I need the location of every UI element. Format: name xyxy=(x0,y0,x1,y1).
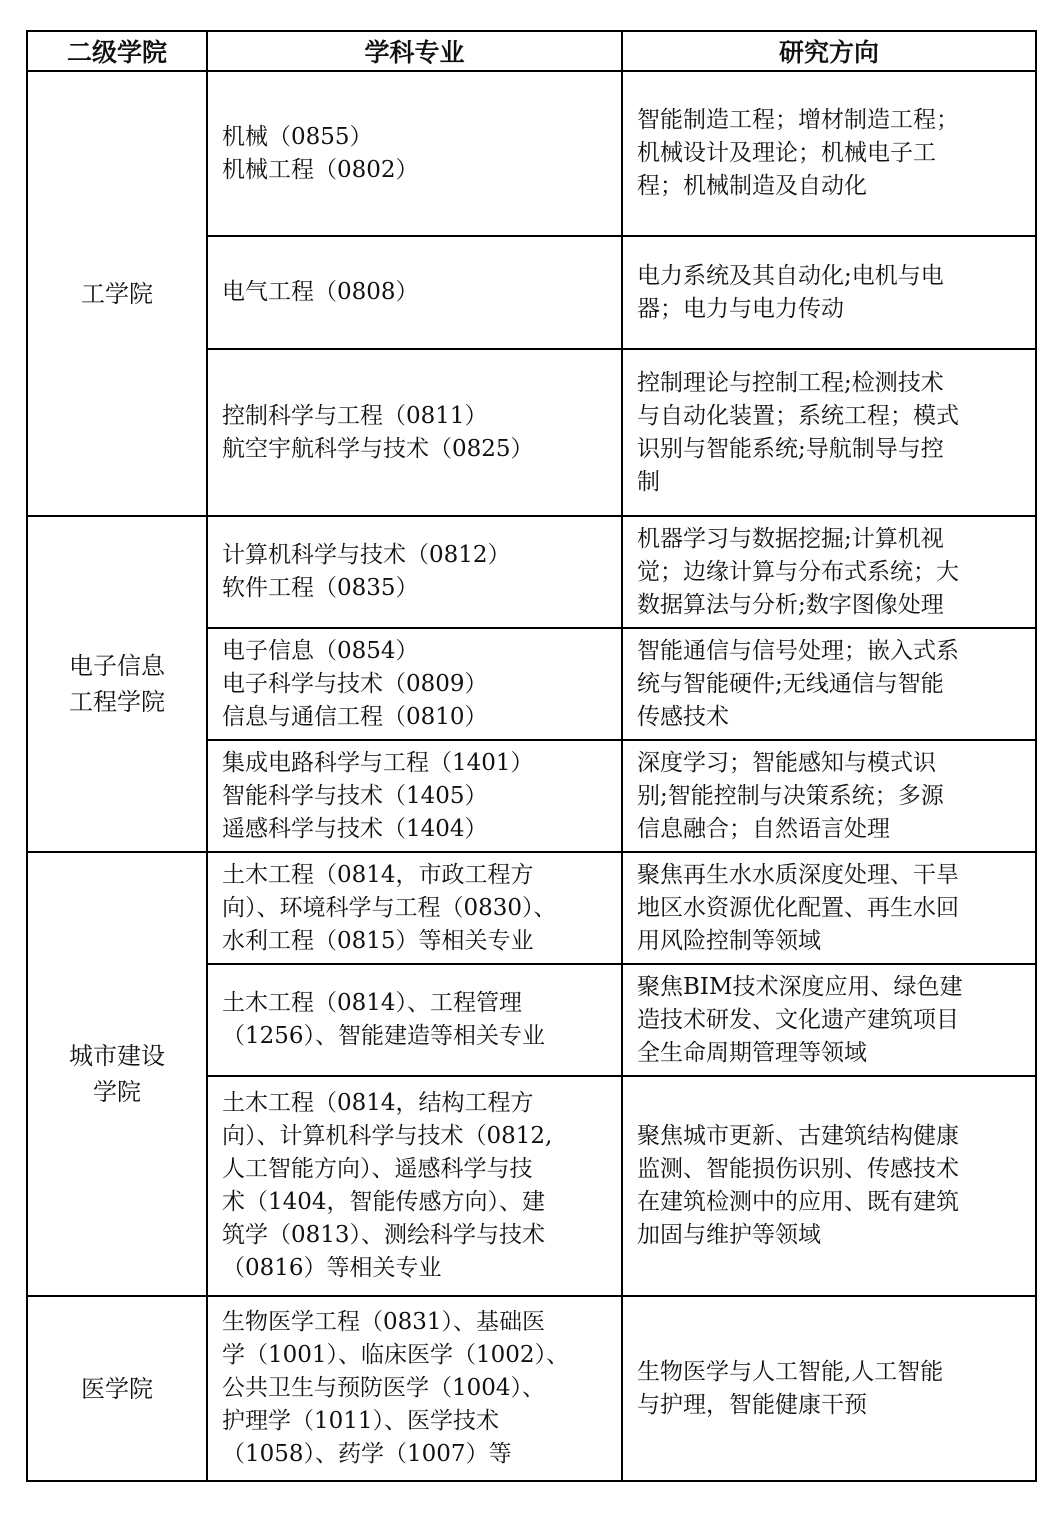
major-cell xyxy=(207,1076,622,1296)
table-row xyxy=(27,1296,1036,1481)
direction-line: 用风险控制等领域 xyxy=(637,927,821,954)
major-line: 土木工程（0814，市政工程方 xyxy=(222,861,534,888)
direction-line: 聚焦BIM技术深度应用、绿色建 xyxy=(637,973,963,1000)
major-line: 筑学（0813）、测绘科学与技术 xyxy=(222,1222,546,1248)
college-name: 工学院 xyxy=(81,279,153,308)
direction-line: 造技术研发、文化遗产建筑项目 xyxy=(637,1006,959,1033)
major-line: 机械工程（0802） xyxy=(222,156,419,183)
major-line: 土木工程（0814，结构工程方 xyxy=(222,1090,534,1116)
direction-line: 程；机械制造及自动化 xyxy=(637,173,867,199)
major-cell xyxy=(207,516,622,628)
direction-cell xyxy=(622,71,1036,236)
college-name: 工程学院 xyxy=(69,688,165,716)
header-major: 学科专业 xyxy=(207,31,622,71)
major-line: 智能科学与技术（1405） xyxy=(222,782,488,809)
major-line: 遥感科学与技术（1404） xyxy=(222,815,488,842)
college-cell xyxy=(27,71,207,516)
major-line: （1058）、药学（1007）等 xyxy=(222,1441,512,1467)
page xyxy=(26,30,1037,1482)
major-line: 电气工程（0808） xyxy=(222,279,419,305)
major-line: 生物医学工程（0831）、基础医 xyxy=(222,1309,546,1335)
direction-line: 识别与智能系统;导航制导与控 xyxy=(637,435,944,462)
direction-line: 制 xyxy=(637,468,660,495)
major-cell xyxy=(207,628,622,740)
major-line: 电子科学与技术（0809） xyxy=(222,670,488,697)
major-line: 学（1001）、临床医学（1002）、 xyxy=(222,1342,570,1368)
college-name: 学院 xyxy=(93,1078,141,1106)
direction-line: 与自动化装置；系统工程；模式 xyxy=(637,402,959,429)
major-line: 向）、计算机科学与技术（0812, xyxy=(222,1123,553,1149)
direction-line: 深度学习；智能感知与模式识 xyxy=(637,749,936,776)
table-row xyxy=(27,852,1036,964)
header-row xyxy=(27,31,1036,71)
major-line: （1256）、智能建造等相关专业 xyxy=(222,1023,546,1049)
direction-cell xyxy=(622,852,1036,964)
header-direction: 研究方向 xyxy=(622,31,1036,71)
direction-line: 控制理论与控制工程;检测技术 xyxy=(637,369,944,396)
direction-line: 觉；边缘计算与分布式系统；大 xyxy=(637,558,959,585)
college-cell xyxy=(27,852,207,1296)
direction-line: 数据算法与分析;数字图像处理 xyxy=(637,591,944,618)
header-college: 二级学院 xyxy=(27,31,207,71)
college-name: 城市建设 xyxy=(69,1042,165,1070)
direction-line: 机械设计及理论；机械电子工 xyxy=(637,140,936,166)
major-cell xyxy=(207,349,622,516)
major-line: （0816）等相关专业 xyxy=(222,1255,442,1281)
direction-line: 全生命周期管理等领域 xyxy=(637,1039,867,1066)
major-line: 航空宇航科学与技术（0825） xyxy=(222,435,534,462)
direction-cell xyxy=(622,349,1036,516)
major-line: 术（1404，智能传感方向）、建 xyxy=(222,1189,546,1215)
major-line: 软件工程（0835） xyxy=(222,575,419,601)
direction-cell xyxy=(622,236,1036,349)
direction-line: 机器学习与数据挖掘;计算机视 xyxy=(637,525,944,552)
major-cell xyxy=(207,964,622,1076)
major-line: 计算机科学与技术（0812） xyxy=(222,542,511,568)
major-cell xyxy=(207,740,622,852)
direction-line: 电力系统及其自动化;电机与电 xyxy=(637,262,944,289)
direction-line: 统与智能硬件;无线通信与智能 xyxy=(637,670,944,697)
direction-line: 监测、智能损伤识别、传感技术 xyxy=(637,1156,959,1182)
direction-line: 与护理，智能健康干预 xyxy=(637,1391,867,1418)
major-line: 向）、环境科学与工程（0830）、 xyxy=(222,894,557,921)
direction-cell xyxy=(622,1296,1036,1481)
direction-cell xyxy=(622,628,1036,740)
major-line: 人工智能方向）、遥感科学与技 xyxy=(222,1156,533,1182)
major-line: 护理学（1011）、医学技术 xyxy=(222,1408,500,1434)
program-table xyxy=(26,30,1037,1482)
direction-cell xyxy=(622,1076,1036,1296)
direction-line: 智能通信与信号处理；嵌入式系 xyxy=(637,637,959,664)
direction-line: 传感技术 xyxy=(637,703,729,730)
major-line: 信息与通信工程（0810） xyxy=(222,703,488,730)
table-row xyxy=(27,71,1036,236)
major-line: 控制科学与工程（0811） xyxy=(222,402,488,429)
college-cell xyxy=(27,1296,207,1481)
direction-line: 智能制造工程；增材制造工程； xyxy=(637,107,959,133)
major-line: 集成电路科学与工程（1401） xyxy=(222,749,534,776)
major-cell xyxy=(207,236,622,349)
college-name: 电子信息 xyxy=(69,652,165,680)
college-name: 医学院 xyxy=(81,1374,153,1403)
college-cell xyxy=(27,516,207,852)
direction-line: 器；电力与电力传动 xyxy=(637,295,844,322)
major-cell xyxy=(207,1296,622,1481)
major-line: 公共卫生与预防医学（1004）、 xyxy=(222,1375,546,1401)
direction-cell xyxy=(622,964,1036,1076)
table-row xyxy=(27,516,1036,628)
direction-line: 在建筑检测中的应用、既有建筑 xyxy=(637,1189,959,1215)
major-line: 电子信息（0854） xyxy=(222,637,419,664)
direction-cell xyxy=(622,740,1036,852)
major-line: 机械（0855） xyxy=(222,123,373,150)
direction-line: 加固与维护等领域 xyxy=(637,1222,821,1248)
direction-cell xyxy=(622,516,1036,628)
direction-line: 地区水资源优化配置、再生水回 xyxy=(637,894,959,921)
major-line: 水利工程（0815）等相关专业 xyxy=(222,927,534,954)
direction-line: 聚焦再生水水质深度处理、干旱 xyxy=(637,861,959,888)
major-line: 土木工程（0814）、工程管理 xyxy=(222,990,523,1016)
major-cell xyxy=(207,852,622,964)
direction-line: 生物医学与人工智能,人工智能 xyxy=(637,1358,944,1385)
direction-line: 信息融合；自然语言处理 xyxy=(637,815,890,842)
direction-line: 别;智能控制与决策系统；多源 xyxy=(637,782,944,809)
direction-line: 聚焦城市更新、古建筑结构健康 xyxy=(637,1123,959,1149)
major-cell xyxy=(207,71,622,236)
